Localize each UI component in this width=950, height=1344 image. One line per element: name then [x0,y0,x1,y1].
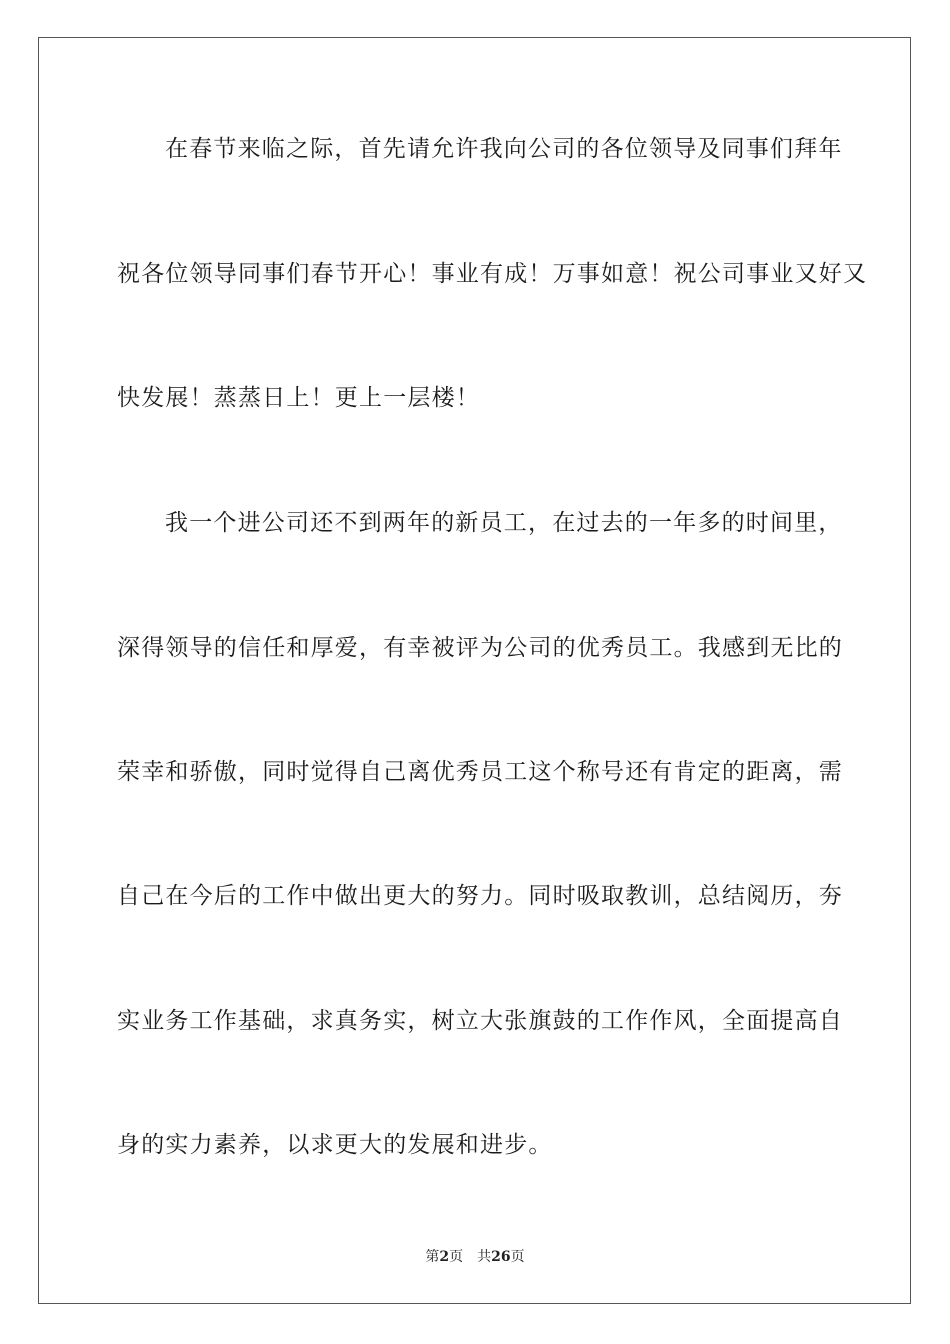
paragraph-2-line-5: 实业务工作基础，求真务实，树立大张旗鼓的工作作风，全面提高自 [117,1008,843,1034]
total-pages: 26 [491,1249,511,1265]
paragraph-1-line-2: 祝各位领导同事们春节开心！事业有成！万事如意！祝公司事业又好又 [117,261,868,287]
paragraph-2-line-6: 身的实力素养，以求更大的发展和进步。 [117,1132,553,1158]
paragraph-2-line-4: 自己在今后的工作中做出更大的努力。同时吸取教训，总结阅历，夯 [117,883,843,909]
paragraph-2-line-3: 荣幸和骄傲，同时觉得自己离优秀员工这个称号还有肯定的距离，需 [117,759,843,785]
page-number: 2 [439,1249,450,1265]
page-suffix: 页 [449,1249,464,1265]
paragraph-2-line-1: 我一个进公司还不到两年的新员工，在过去的一年多的时间里， [165,510,843,536]
page-border [38,37,911,1304]
paragraph-1-line-1: 在春节来临之际，首先请允许我向公司的各位领导及同事们拜年 [165,136,843,162]
total-suffix: 页 [510,1249,525,1265]
paragraph-1-line-3: 快发展！蒸蒸日上！更上一层楼！ [117,385,480,411]
page-footer [0,1248,950,1266]
total-prefix: 共 [477,1249,492,1265]
paragraph-2-line-2: 深得领导的信任和厚爱，有幸被评为公司的优秀员工。我感到无比的 [117,635,843,661]
page-prefix: 第 [425,1249,440,1265]
